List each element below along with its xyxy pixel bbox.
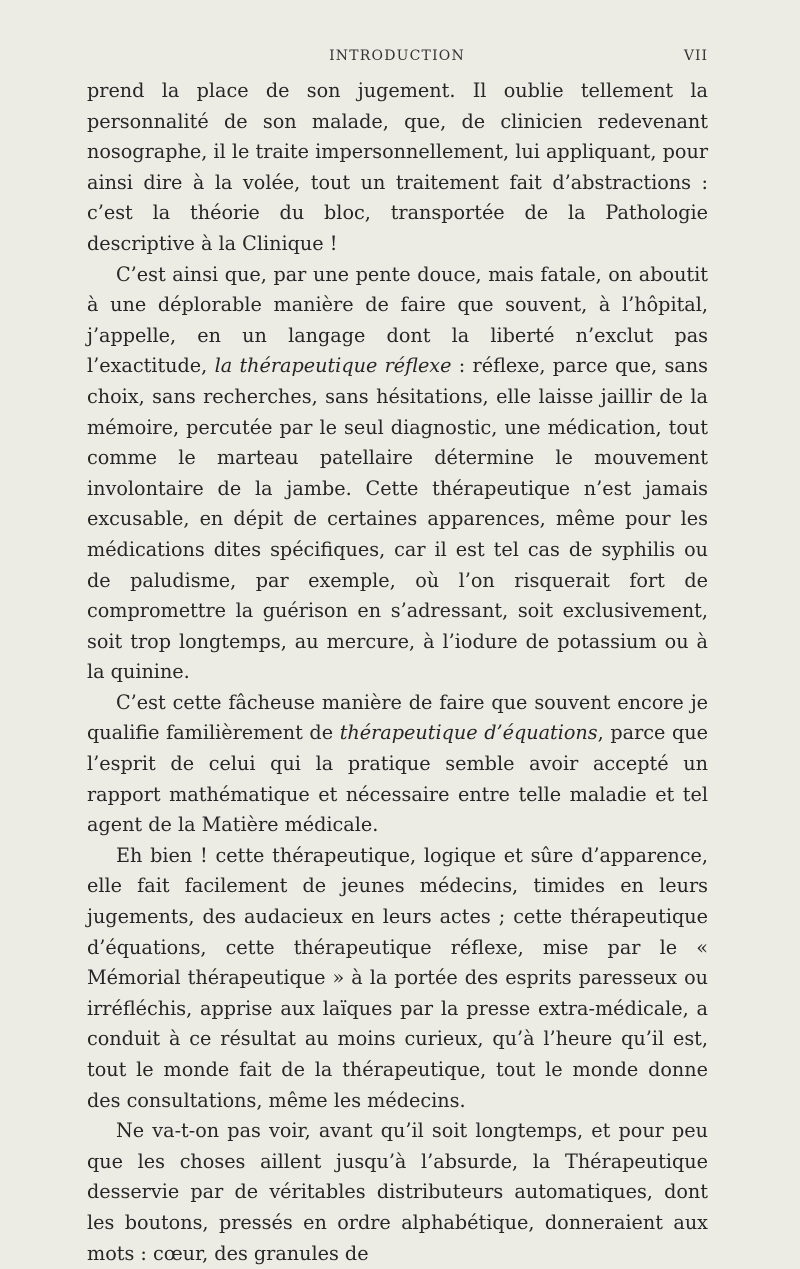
page-number: VII (683, 48, 708, 64)
running-title: INTRODUCTION (329, 48, 465, 64)
paragraph-2-italic: la thérapeutique réflexe (214, 354, 452, 378)
paragraph-3-italic: thérapeutique d’équations (339, 721, 598, 745)
paragraph-3 (87, 688, 708, 841)
paragraph-4-text: Eh bien ! cette thérapeutique, logique et sûre d’apparence, elle fait facilement de jeunes médecins, timides en leurs jugements, des audacieux en leurs actes ; cette thérapeutique d’équations, cette thérapeutique réflexe, mise par le « Mémorial thérapeutique » à la portée des esprits paresseux ou irréfléchis, apprise aux laïques par la presse extra-médicale, a conduit à ce résultat au moins curieux, qu’à l’heure qu’il est, tout le monde fait de la thérapeutique, tout le monde donne des consultations, même les médecins. (87, 843, 708, 1112)
paragraph-2-text-b: : réflexe, parce que, sans choix, sans recherches, sans hésitations, elle laisse jaillir de la mémoire, percutée par le seul diagnostic, une médication, tout comme le marteau patellaire détermine le mouvement involontaire de la jambe. Cette thérapeutique n’est jamais excusable, en dépit de certaines apparences, même pour les médications dites spécifiques, car il est tel cas de syphilis ou de paludisme, par exemple, où l’on risquerait fort de compromettre la guérison en s’adressant, soit exclusivement, soit trop longtemps, au mercure, à l’iodure de potassium ou à la quinine. (87, 354, 708, 684)
paragraph-5-text: Ne va-t-on pas voir, avant qu’il soit longtemps, et pour peu que les choses aillent jusqu’à l’absurde, la Thérapeutique desservie par de véritables distributeurs automatiques, dont les boutons, pressés en ordre alphabétique, donneraient aux mots : cœur, des granules de (87, 1119, 708, 1265)
paragraph-2-text-a: C’est ainsi que, par une pente douce, mais fatale, on aboutit à une déplorable manière de faire que souvent, à l’hôpital, j’appelle, en un langage dont la liberté n’exclut pas l’exactitude, (87, 262, 708, 378)
paragraph-3-text-b: , parce que l’esprit de celui qui la pratique semble avoir accepté un rapport mathématique et nécessaire entre telle maladie et tel agent de la Matière médicale. (87, 721, 708, 837)
running-head (86, 48, 708, 68)
body-text (87, 76, 708, 1269)
paragraph-4 (87, 841, 708, 1116)
paragraph-3-text-a: C’est cette fâcheuse manière de faire que souvent encore je qualifie familièrement de (87, 690, 708, 745)
paragraph-2 (87, 260, 708, 688)
paragraph-5 (87, 1116, 708, 1269)
paragraph-1-text: prend la place de son jugement. Il oublie tellement la personnalité de son malade, que, de clinicien redevenant nosographe, il le traite impersonnellement, lui appliquant, pour ainsi dire à la volée, tout un traitement fait d’abstractions : c’est la théorie du bloc, transportée de la Pathologie descriptive à la Clinique ! (87, 79, 708, 255)
paragraph-1 (87, 76, 708, 260)
